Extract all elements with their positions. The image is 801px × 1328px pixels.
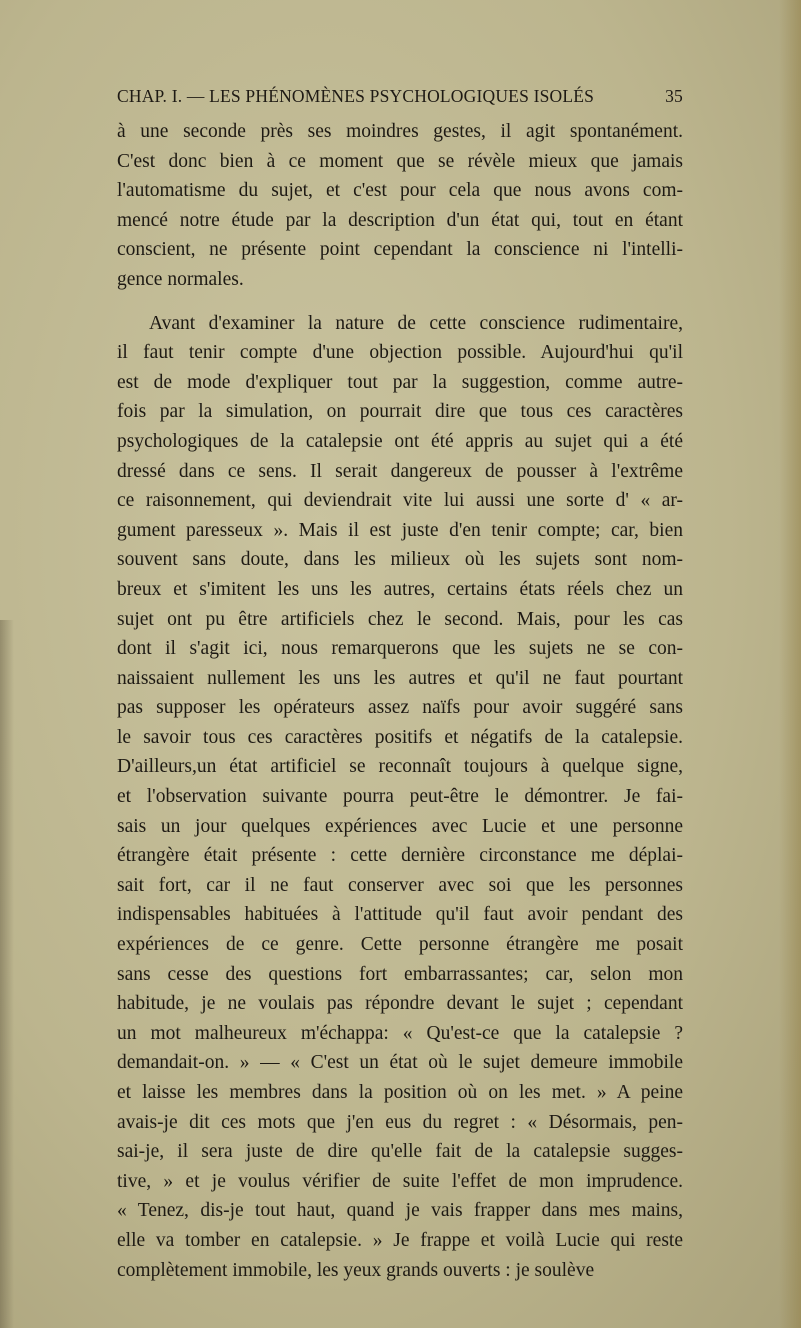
text-line: le savoir tous ces caractères positifs et négatifs de la catalepsie.: [117, 726, 683, 748]
text-line: sais un jour quelques expériences avec Lucie et une personne: [117, 815, 683, 837]
text-line: Avant d'examiner la nature de cette conscience rudimentaire,: [149, 312, 683, 334]
paragraph: [117, 117, 683, 295]
text-line: pas supposer les opérateurs assez naïfs pour avoir suggéré sans: [117, 697, 683, 719]
text-line: complètement immobile, les yeux grands ouverts : je soulève: [117, 1259, 595, 1281]
text-line: C'est donc bien à ce moment que se révèle mieux que jamais: [117, 150, 683, 172]
text-line: étrangère était présente : cette dernière circonstance me déplai-: [117, 845, 683, 867]
text-line: et laisse les membres dans la position où on les met. » A peine: [117, 1082, 683, 1103]
text-line: tive, » et je voulus vérifier de suite l'effet de mon imprudence.: [117, 1170, 683, 1192]
text-line: mencé notre étude par la description d'un état qui, tout en étant: [117, 209, 683, 231]
text-line: psychologiques de la catalepsie ont été appris au sujet qui a été: [117, 430, 683, 452]
text-line: sai-je, il sera juste de dire qu'elle fait de la catalepsie sugges-: [117, 1141, 683, 1163]
text-line: souvent sans doute, dans les milieux où les sujets sont nom-: [117, 549, 683, 571]
text-line: « Tenez, dis-je tout haut, quand je vais frapper dans mes mains,: [117, 1200, 683, 1222]
text-line: fois par la simulation, on pourrait dire que tous ces caractères: [117, 401, 683, 423]
page-number: 35: [665, 86, 683, 106]
text-line: un mot malheureux m'échappa: « Qu'est-ce que la catalepsie ?: [117, 1022, 683, 1044]
binding-shadow: [0, 620, 14, 1328]
text-line: gence normales.: [117, 268, 244, 290]
text-line: à une seconde près ses moindres gestes, il agit spontanément.: [117, 121, 683, 142]
text-line: sans cesse des questions fort embarrassantes; car, selon mon: [117, 963, 683, 985]
page-edge-shadow: [779, 0, 801, 1328]
text-line: gument paresseux ». Mais il est juste d'en tenir compte; car, bien: [117, 519, 683, 541]
running-title: CHAP. I. — LES PHÉNOMÈNES PSYCHOLOGIQUES ISOLÉS: [117, 86, 595, 106]
text-line: conscient, ne présente point cependant la conscience ni l'intelli-: [117, 239, 683, 261]
running-header: [117, 86, 683, 107]
text-line: indispensables habituées à l'attitude qu'il faut avoir pendant des: [117, 904, 683, 926]
text-line: demandait-on. » — « C'est un état où le sujet demeure immobile: [117, 1052, 683, 1074]
text-line: D'ailleurs,un état artificiel se reconnaît toujours à quelque signe,: [117, 756, 683, 778]
text-line: elle va tomber en catalepsie. » Je frappe et voilà Lucie qui reste: [117, 1229, 683, 1251]
text-line: ce raisonnement, qui deviendrait vite lui aussi une sorte d' « ar-: [117, 490, 683, 512]
text-line: avais-je dit ces mots que j'en eus du regret : « Désormais, pen-: [117, 1111, 683, 1133]
text-line: sait fort, car il ne faut conserver avec soi que les personnes: [117, 874, 683, 896]
text-line: dressé dans ce sens. Il serait dangereux de pousser à l'extrême: [117, 460, 683, 482]
text-line: naissaient nullement les uns les autres et qu'il ne faut pourtant: [117, 667, 683, 689]
text-line: sujet ont pu être artificiels chez le second. Mais, pour les cas: [117, 608, 683, 630]
text-line: habitude, je ne voulais pas répondre devant le sujet ; cependant: [117, 993, 683, 1015]
text-line: est de mode d'expliquer tout par la suggestion, comme autre-: [117, 371, 683, 393]
text-line: dont il s'agit ici, nous remarquerons que les sujets ne se con-: [117, 638, 683, 660]
text-line: et l'observation suivante pourra peut-être le démontrer. Je fai-: [117, 786, 683, 808]
body-text: [117, 117, 683, 1285]
text-line: il faut tenir compte d'une objection possible. Aujourd'hui qu'il: [117, 342, 683, 364]
text-line: l'automatisme du sujet, et c'est pour cela que nous avons com-: [117, 180, 683, 202]
text-line: breux et s'imitent les uns les autres, certains états réels chez un: [117, 578, 683, 600]
paragraph: [117, 309, 683, 1286]
text-line: expériences de ce genre. Cette personne étrangère me posait: [117, 934, 683, 956]
